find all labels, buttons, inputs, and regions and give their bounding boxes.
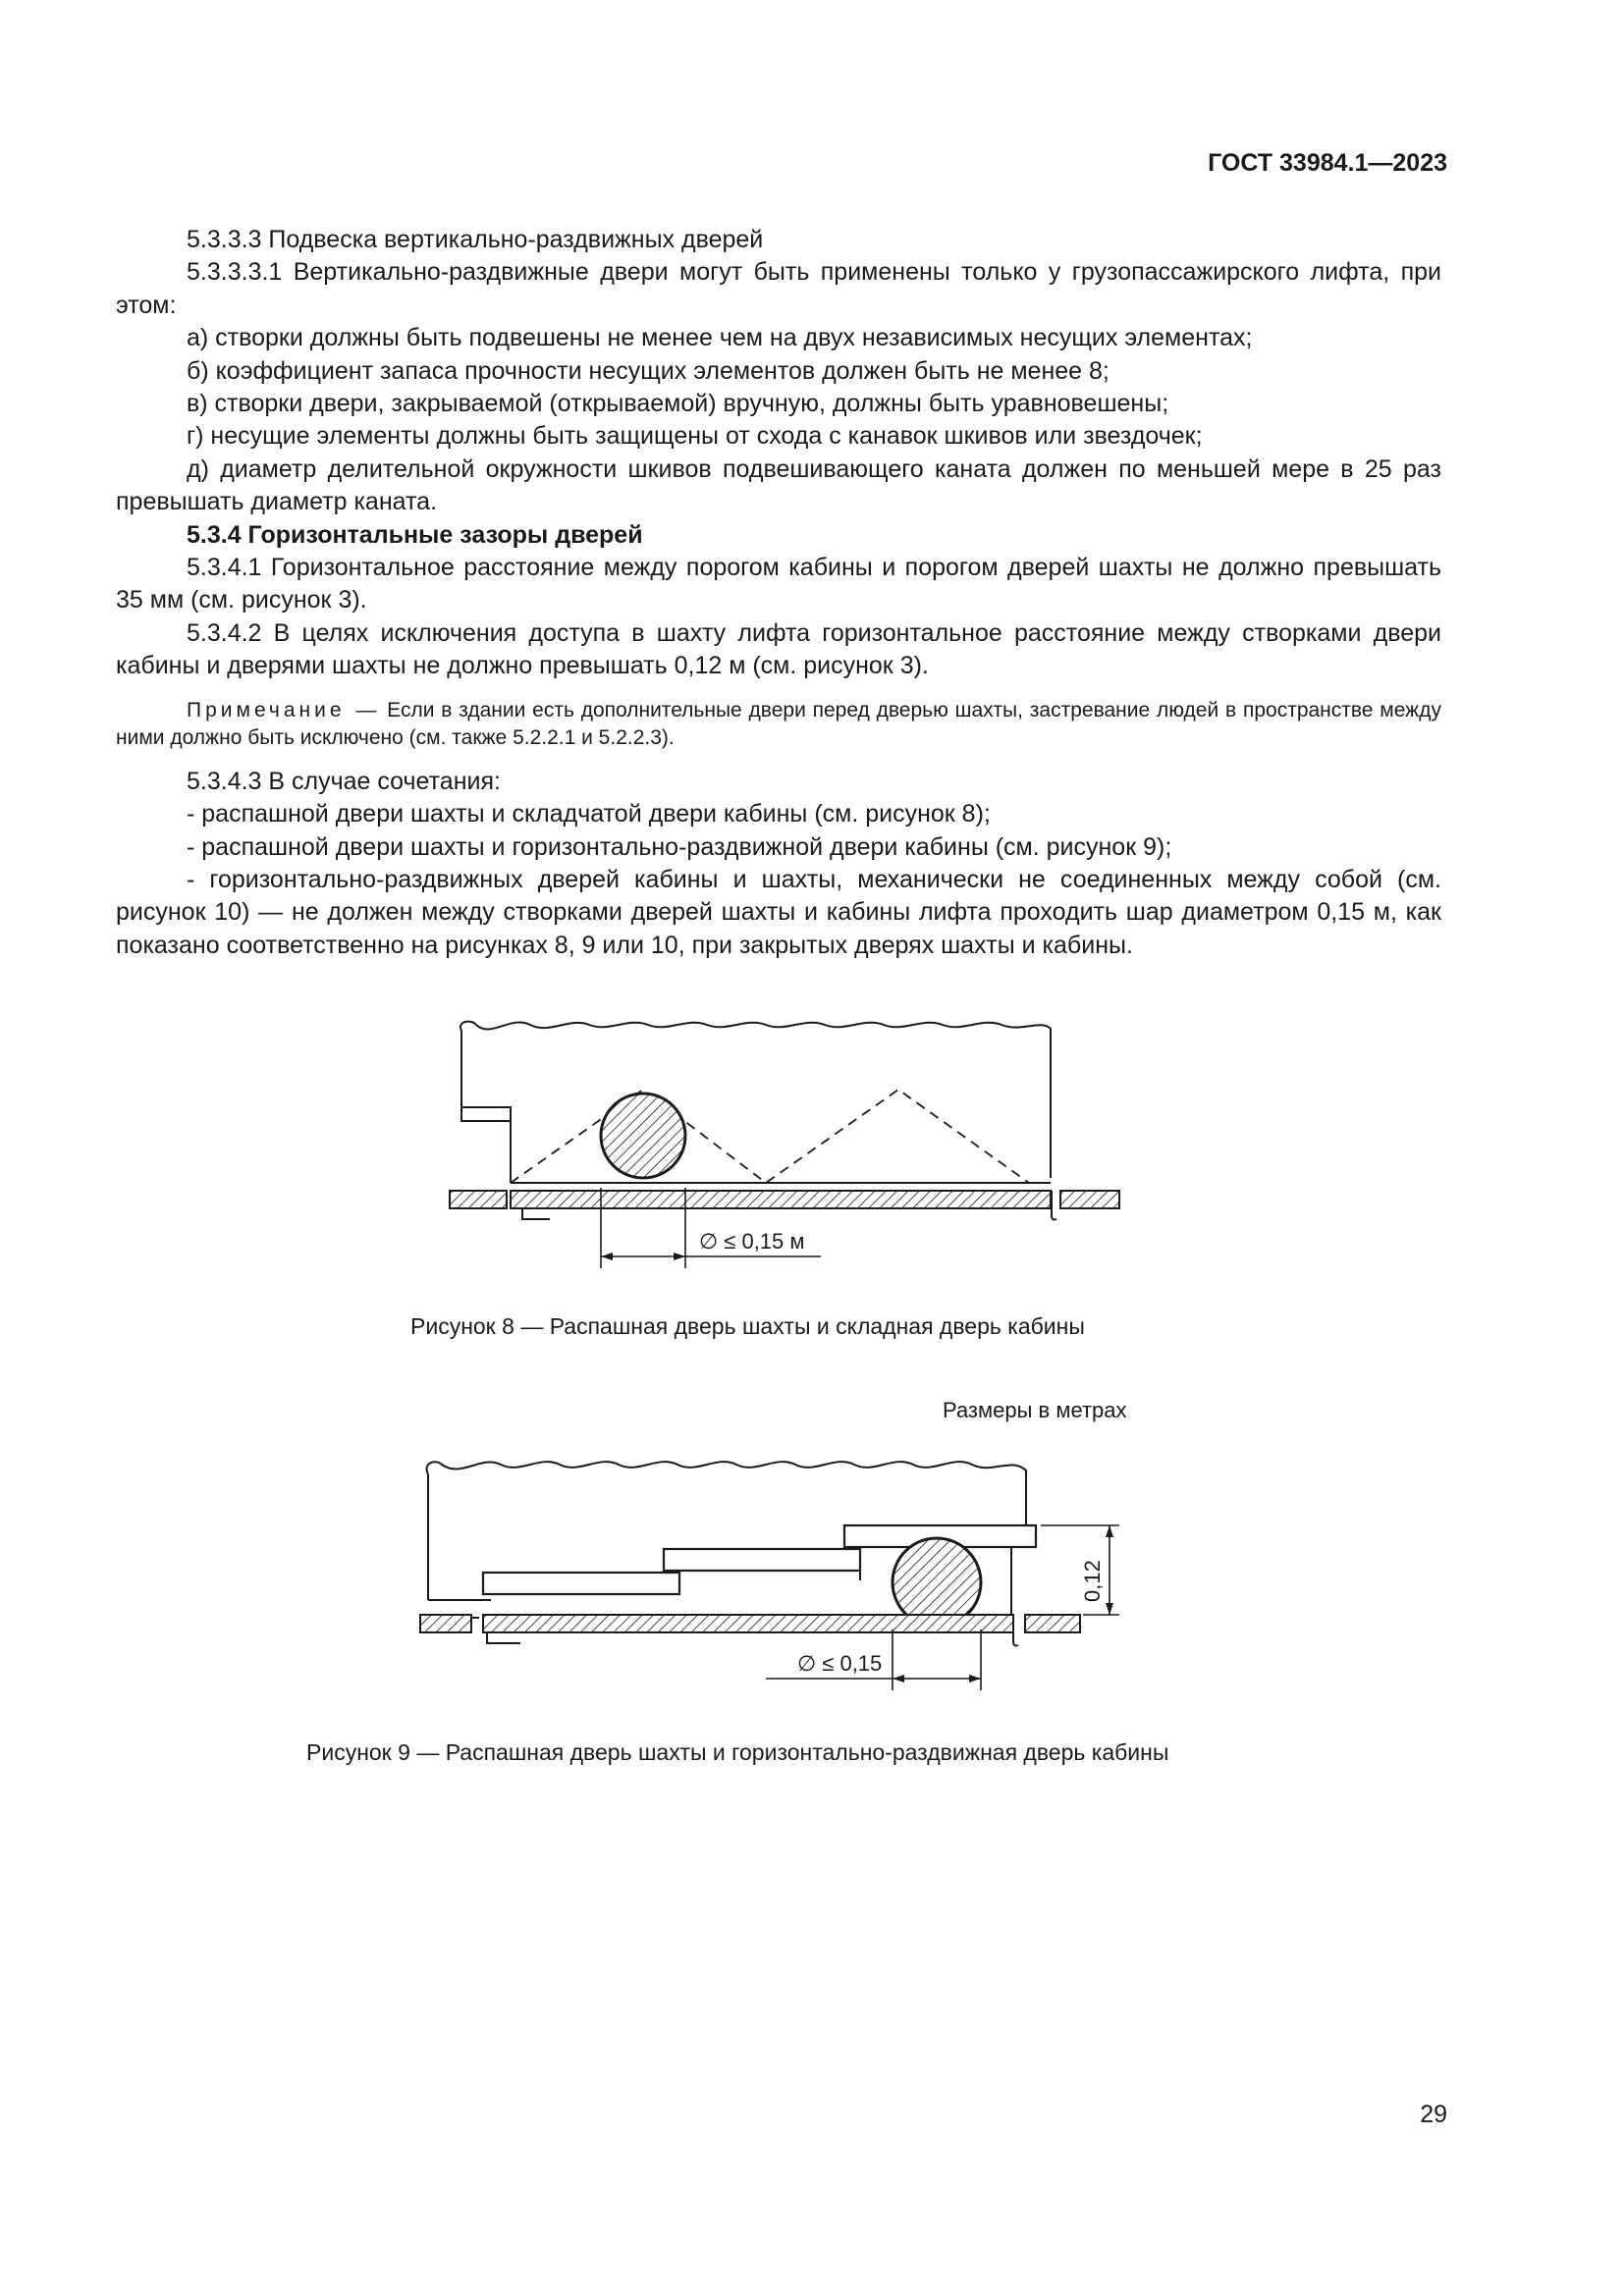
figure-8-caption: Рисунок 8 — Распашная дверь шахты и складная дверь кабины: [410, 1313, 1085, 1339]
door-panel-2: [664, 1549, 860, 1571]
figure-9-drawing: [412, 1433, 1159, 1708]
figure-9-horizontal-label: ∅ ≤ 0,15: [797, 1651, 883, 1676]
car-frame: [1011, 1547, 1036, 1615]
landing-sill: [450, 1191, 507, 1208]
dim-arrow-bottom: [1106, 1603, 1113, 1615]
clause-5-3-4-3: 5.3.4.3 В случае сочетания:: [187, 767, 501, 795]
section-heading-5-3-4: 5.3.4 Горизонтальные зазоры дверей: [187, 520, 643, 549]
dim-arrow-right: [674, 1253, 685, 1260]
document-header: ГОСТ 33984.1—2023: [1208, 149, 1447, 177]
car-sill: [511, 1191, 1051, 1208]
list-item-b: б) коэффициент запаса прочности несущих элементов должен быть не менее 8;: [187, 356, 1110, 385]
sill-hook: [1052, 1191, 1056, 1220]
figure-8-dimension-label: ∅ ≤ 0,15 м: [699, 1229, 805, 1254]
landing-sill: [420, 1615, 471, 1632]
folding-door-zigzag: [511, 1090, 1029, 1183]
car-sill-right: [1060, 1191, 1119, 1208]
figure-9-units-note: Размеры в метрах: [943, 1398, 1127, 1422]
note-label: Примечание —: [187, 698, 381, 721]
combo-item-3: - горизонтально-раздвижных дверей кабины и шахты, механически не соединенных между собой (см. рисунок 10) — не должен между створками дверей шахты и кабины лифта проходить шар диаметром 0,15 м, как показано соответственно на рисунках 8, 9 или 10, при закрытых дверях шахты и кабины.: [116, 865, 1441, 959]
figure-8-drawing: [432, 1011, 1139, 1286]
sill-bracket: [522, 1208, 550, 1219]
body-text: [116, 224, 1441, 962]
combo-item-2: - распашной двери шахты и горизонтально-раздвижной двери кабины (см. рисунок 9);: [187, 832, 1172, 861]
test-ball: [893, 1538, 981, 1627]
car-sill: [483, 1615, 1013, 1632]
note-text: Если в здании есть дополнительные двери перед дверью шахты, застревание людей в пространстве между ними должно быть исключено (см. также 5.2.2.1 и 5.2.2.3).: [116, 698, 1441, 749]
door-panel-1: [483, 1573, 679, 1594]
dim-arrow-top: [1106, 1525, 1113, 1537]
list-item-a: а) створки должны быть подвешены не менее чем на двух независимых несущих элементах;: [187, 324, 1253, 352]
page-number: 29: [1420, 2101, 1447, 2128]
clause-5-3-4-1: 5.3.4.1 Горизонтальное расстояние между порогом кабины и порогом дверей шахты не должно превышать 35 мм (см. рисунок 3).: [116, 554, 1441, 614]
wall-outline: [460, 1022, 1051, 1178]
list-item-g: г) несущие элементы должны быть защищены от схода с канавок шкивов или звездочек;: [187, 422, 1203, 451]
clause-5-3-3-3-1: 5.3.3.3.1 Вертикально-раздвижные двери могут быть применены только у грузопассажирского лифта, при этом:: [116, 258, 1441, 319]
combo-item-1: - распашной двери шахты и складчатой двери кабины (см. рисунок 8);: [187, 800, 991, 828]
figure-9-vertical-label: 0,12: [1080, 1560, 1105, 1602]
wall-outline: [427, 1462, 1026, 1527]
clause-5-3-4-2: 5.3.4.2 В целях исключения доступа в шахту лифта горизонтальное расстояние между створками двери кабины и дверями шахты не должно превышать 0,12 м (см. рисунок 3).: [116, 618, 1441, 680]
list-item-v: в) створки двери, закрываемой (открываемой) вручную, должны быть уравновешены;: [187, 390, 1169, 418]
dim-arrow-right: [969, 1675, 981, 1682]
note: [116, 697, 1441, 752]
car-sill-right: [1025, 1615, 1080, 1632]
test-ball: [601, 1094, 685, 1178]
clause-5-3-3-3: 5.3.3.3 Подвеска вертикально-раздвижных дверей: [187, 226, 764, 253]
list-item-d: д) диаметр делительной окружности шкивов подвешивающего каната должен по меньшей мере в 25 раз превышать диаметр каната.: [116, 454, 1441, 516]
sill-hook: [1013, 1615, 1018, 1646]
figure-9-caption: Рисунок 9 — Распашная дверь шахты и горизонтально-раздвижная дверь кабины: [306, 1739, 1169, 1765]
dim-arrow-left: [601, 1253, 613, 1260]
dim-arrow-left: [893, 1675, 904, 1682]
wall-left-edge: [461, 1031, 511, 1121]
